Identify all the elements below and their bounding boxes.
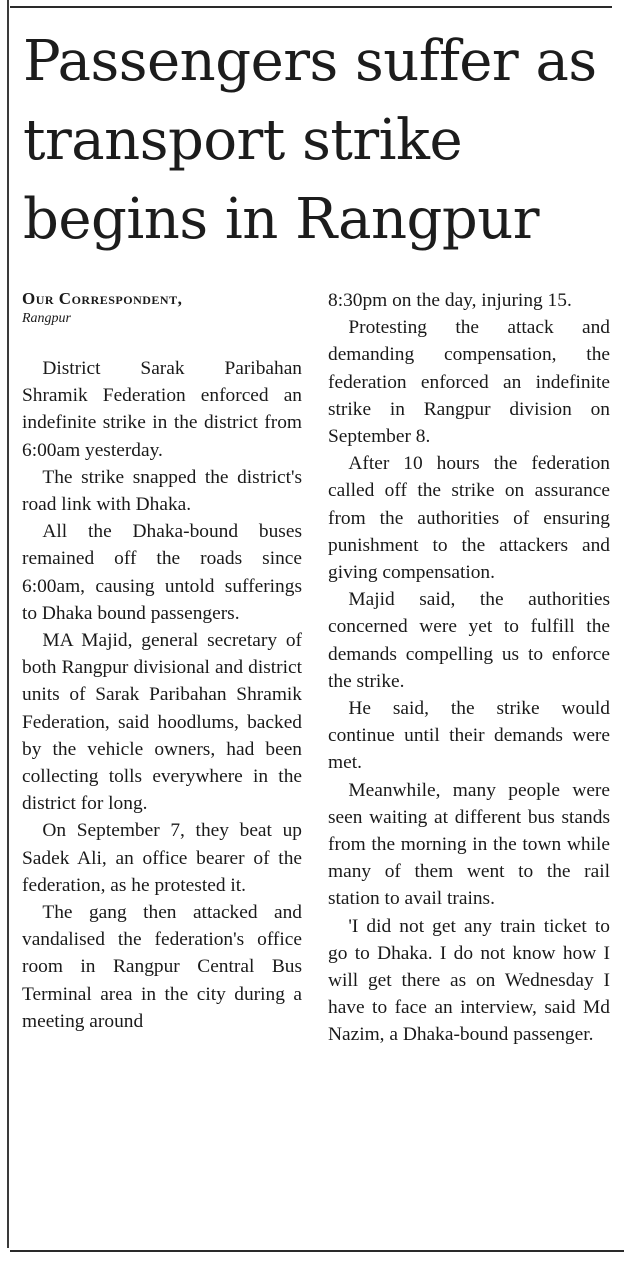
byline-name: Our Correspondent,: [22, 289, 183, 308]
paragraph: On September 7, they beat up Sadek Ali, an office bearer of the federation, as he protested it.: [22, 820, 302, 896]
paragraph: District Sarak Paribahan Shramik Federation enforced an indefinite strike in the district from 6:00am yesterday.: [22, 358, 302, 461]
left-column: [22, 355, 302, 1035]
paragraph: After 10 hours the federation called off the strike on assurance from the authorities of ensuring punishment to the attackers and giving compensation.: [328, 453, 610, 584]
paragraph: The strike snapped the district's road link with Dhaka.: [22, 466, 302, 516]
paragraph: Protesting the attack and demanding compensation, the federation enforced an indefinite strike in Rangpur division on September 8.: [328, 317, 610, 448]
paragraph: He said, the strike would continue until their demands were met.: [328, 698, 610, 774]
top-rule: [10, 6, 612, 8]
bottom-rule: [10, 1250, 624, 1252]
headline-line: begins in Rangpur: [23, 187, 540, 252]
paragraph: The gang then attacked and vandalised the federation's office room in Rangpur Central Bus Terminal area in the city during a meeting around: [22, 902, 302, 1032]
paragraph-continuation: 8:30pm on the day, injuring 15.: [328, 290, 572, 311]
paragraph: All the Dhaka-bound buses remained off the roads since 6:00am, causing untold sufferings to Dhaka bound passengers.: [22, 521, 302, 624]
headline: [23, 22, 613, 259]
paragraph: 'I did not get any train ticket to go to Dhaka. I do not know how I will get there as on Wednesday I have to face an interview, said Md Nazim, a Dhaka-bound passenger.: [328, 915, 610, 1046]
paragraph: MA Majid, general secretary of both Rangpur divisional and district units of Sarak Paribahan Shramik Federation, said hoodlums, backed by the vehicle owners, had been collecting tolls everywhere in the district for long.: [22, 630, 302, 815]
paragraph: Majid said, the authorities concerned were yet to fulfill the demands compelling us to enforce the strike.: [328, 589, 610, 692]
headline-line: transport strike: [23, 108, 463, 173]
paragraph: Meanwhile, many people were seen waiting at different bus stands from the morning in the town while many of them went to the rail station to avail trains.: [328, 779, 610, 910]
headline-line: Passengers suffer as: [23, 29, 597, 94]
byline-place: Rangpur: [22, 311, 71, 326]
byline: [22, 288, 312, 328]
left-rule: [7, 0, 9, 1248]
right-column: [328, 287, 610, 1049]
